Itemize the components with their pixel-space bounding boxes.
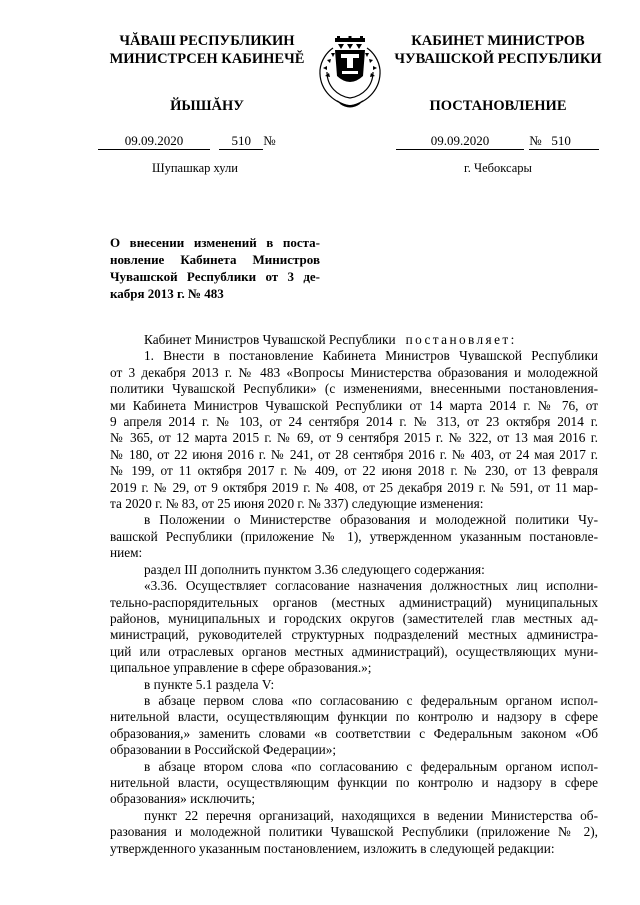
body-intro	[110, 332, 598, 348]
body-line: раздел III дополнить пунктом 3.36 следующего содержания:	[144, 561, 485, 577]
document-body	[110, 332, 598, 857]
body-line: ций или отраслевых органов местных администраций), осуществляющих муни-	[110, 643, 598, 659]
body-line: в абзаце втором слова «по согласованию с федеральным органом испол-	[144, 758, 598, 774]
right-date: 09.09.2020	[396, 133, 524, 150]
body-line: пункт 22 перечня организаций, находящихся в ведении Министерства об-	[144, 807, 598, 823]
body-line: от 3 декабря 2013 г. № 483 «Вопросы Министерства образования и молодежной	[110, 364, 598, 380]
subject-line: кабря 2013 г. № 483	[110, 286, 224, 301]
body-line: № 199, от 11 октября 2017 г. № 409, от 22 июня 2018 г. № 230, от 13 февраля	[110, 463, 598, 479]
doc-type-left: ЙЫШĂНУ	[170, 98, 244, 114]
subject-line: Чувашской Республики от 3 де-	[110, 269, 320, 284]
header-right-line2: ЧУВАШСКОЙ РЕСПУБЛИКИ	[394, 51, 602, 67]
left-number: 510	[219, 133, 263, 150]
intro-verb: постановляет:	[405, 332, 517, 347]
header-left-line1: ЧĂВАШ РЕСПУБЛИКИН	[119, 33, 295, 49]
body-line: вашской Республики (приложение № 1), утвержденном указанным постановле-	[110, 528, 598, 544]
header-left-line2: МИНИСТРСЕН КАБИНЕЧĔ	[109, 51, 305, 67]
left-number-sign: №	[263, 133, 276, 148]
body-line: 2019 г. № 29, от 9 октября 2019 г. № 408, от 25 декабря 2019 г. № 591, от 11 мар-	[110, 479, 598, 495]
left-date: 09.09.2020	[98, 133, 210, 150]
right-number: 510	[551, 133, 571, 148]
body-line: нием:	[110, 545, 143, 561]
header-left-authority	[92, 32, 322, 68]
intro-text: Кабинет Министров Чувашской Республики	[144, 332, 396, 347]
body-line: образования» исключить;	[110, 791, 256, 807]
doc-type-right: ПОСТАНОВЛЕНИЕ	[429, 98, 567, 114]
body-line: 1. Внести в постановление Кабинета Министров Чувашской Республики	[144, 348, 598, 364]
body-line: нительной власти, осуществляющим функции по контролю и надзору в сфере	[110, 709, 598, 725]
body-line: в пункте 5.1 раздела V:	[144, 676, 275, 692]
body-line: политики Чувашской Республики» (с изменениями, внесенными постановления-	[110, 381, 598, 397]
chuvash-coat-of-arms-icon	[311, 36, 389, 112]
body-line: тельно-распорядительных органов (местных администраций) муниципальных	[110, 594, 598, 610]
body-line: ципальное управление в сфере образования.»;	[110, 660, 372, 676]
city-right: г. Чебоксары	[464, 161, 532, 175]
subject-line: новление Кабинета Министров	[110, 252, 320, 267]
body-line: районов, муниципальных и городских округов (заместителей глав местных ад-	[110, 610, 598, 626]
body-line: № 365, от 12 марта 2015 г. № 69, от 9 сентября 2015 г. № 322, от 13 мая 2016 г.	[110, 430, 598, 446]
body-line: министраций, руководителей структурных подразделений местных администра-	[110, 627, 598, 643]
right-number-field	[529, 133, 599, 150]
document-subject	[110, 234, 320, 302]
body-line: нительной власти, осуществляющим функции по контролю и надзору в сфере	[110, 774, 598, 790]
right-number-sign: №	[529, 133, 542, 148]
header-right-authority	[388, 32, 608, 68]
body-line: разования и молодежной политики Чувашской Республики (приложение № 2),	[110, 824, 598, 840]
body-line: утвержденного указанным постановлением, изложить в следующей редакции:	[110, 840, 555, 856]
city-left: Шупашкар хули	[152, 161, 238, 175]
body-line: № 180, от 22 июня 2016 г. № 241, от 28 сентября 2016 г. № 403, от 24 мая 2017 г.	[110, 446, 598, 462]
subject-line: О внесении изменений в поста-	[110, 235, 320, 250]
body-line: 9 апреля 2014 г. № 103, от 24 сентября 2014 г. № 313, от 23 октября 2014 г.	[110, 414, 598, 430]
dateline-right	[396, 133, 599, 150]
body-line: в абзаце первом слова «по согласованию с федеральным органом испол-	[144, 692, 598, 708]
body-line: образования,» заменить словами «в соответствии с Федеральным законом «Об	[110, 725, 598, 741]
body-line: та 2020 г. № 83, от 25 июня 2020 г. № 337) следующие изменения:	[110, 496, 484, 512]
body-line: ми Кабинета Министров Чувашской Республики от 14 марта 2014 г. № 76, от	[110, 397, 598, 413]
body-line: в Положении о Министерстве образования и молодежной политики Чу-	[144, 512, 598, 528]
body-line: образовании в Российской Федерации»;	[110, 742, 337, 758]
header-right-line1: КАБИНЕТ МИНИСТРОВ	[411, 33, 585, 49]
body-line: «3.36. Осуществляет согласование назначения должностных лиц исполни-	[144, 578, 598, 594]
dateline-left	[98, 133, 276, 150]
